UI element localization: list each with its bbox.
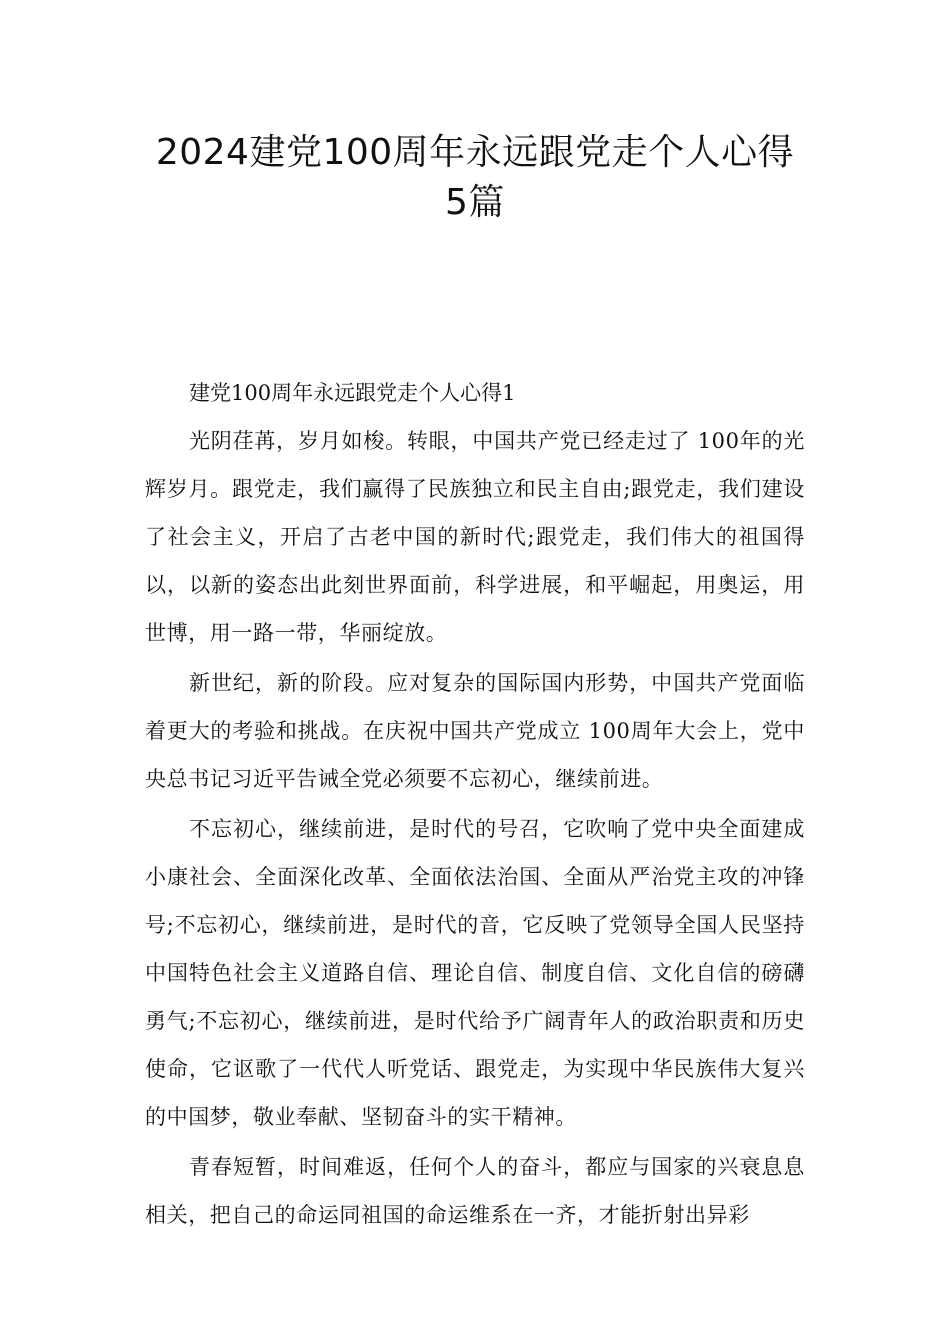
- document-title: [145, 128, 805, 228]
- title-line-1: 2024建党100周年永远跟党走个人心得: [155, 132, 795, 173]
- section-heading: 建党100周年永远跟党走个人心得1: [189, 381, 516, 405]
- paragraph-3: 不忘初心，继续前进，是时代的号召，它吹响了党中央全面建成小康社会、全面深化改革、全面依法治国、全面从严治党主攻的冲锋号;不忘初心，继续前进，是时代的音，它反映了党领导全国人民坚持中国特色社会主义道路自信、理论自信、制度自信、文化自信的磅礴勇气;不忘初心，继续前进，是时代给予广阔青年人的政治职责和历史使命，它讴歌了一代代人听党话、跟党走，为实现中华民族伟大复兴的中国梦，敬业奉献、坚韧奋斗的实干精神。: [145, 817, 805, 1129]
- title-line-2: 5篇: [445, 182, 505, 223]
- paragraph-1: 光阴荏苒，岁月如梭。转眼，中国共产党已经走过了 100年的光辉岁月。跟党走，我们赢得了民族独立和民主自由;跟党走，我们建设了社会主义，开启了古老中国的新时代;跟党走，我们伟大的祖国得以，以新的姿态出此刻世界面前，科学进展，和平崛起，用奥运，用世博，用一路一带，华丽绽放。: [145, 429, 805, 645]
- paragraph-4: 青春短暂，时间难返，任何个人的奋斗，都应与国家的兴衰息息相关，把自己的命运同祖国的命运维系在一齐，才能折射出异彩: [145, 1155, 805, 1227]
- paragraph-2: 新世纪，新的阶段。应对复杂的国际国内形势，中国共产党面临着更大的考验和挑战。在庆祝中国共产党成立 100周年大会上，党中央总书记习近平告诫全党必须要不忘初心，继续前进。: [145, 671, 805, 791]
